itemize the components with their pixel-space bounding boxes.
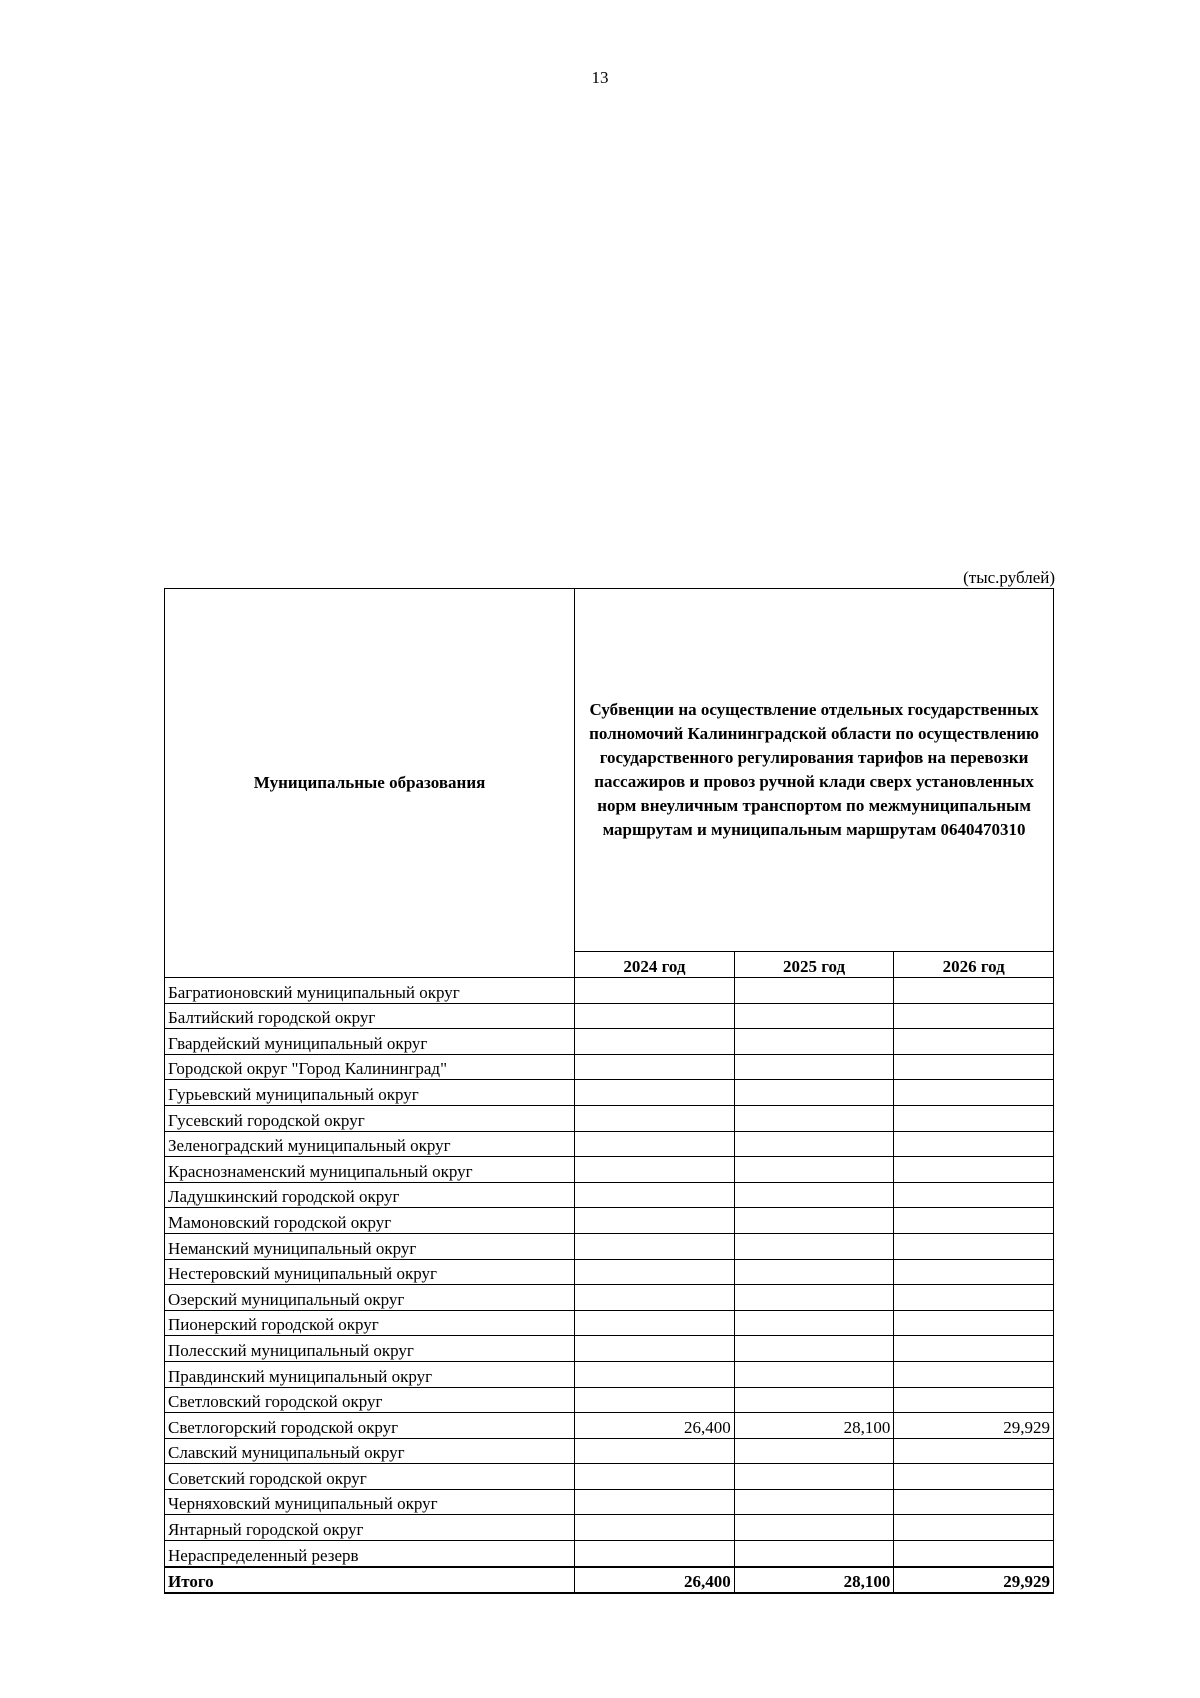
municipality-name: Багратионовский муниципальный округ (165, 978, 575, 1004)
municipality-name: Краснознаменский муниципальный округ (165, 1157, 575, 1183)
header-subvention: Субвенции на осуществление отдельных государственных полномочий Калининградской области по осуществлению государственного регулирования тарифов на перевозки пассажиров и провоз ручной клади сверх установленных норм внеуличным транспортом по межмуниципальным маршрутам и муниципальным маршрутам 0640470310 (575, 589, 1054, 952)
value-2025 (734, 1054, 894, 1080)
table-row (165, 1310, 1054, 1336)
value-2024 (575, 1438, 735, 1464)
value-2026: 29,929 (894, 1413, 1054, 1439)
municipality-name: Полесский муниципальный округ (165, 1336, 575, 1362)
value-2025 (734, 1387, 894, 1413)
table-row (165, 1182, 1054, 1208)
value-2024 (575, 1515, 735, 1541)
value-2026 (894, 1541, 1054, 1567)
value-2025 (734, 1541, 894, 1567)
value-2026 (894, 1515, 1054, 1541)
value-2025 (734, 1515, 894, 1541)
table-row (165, 1541, 1054, 1567)
table-row (165, 1489, 1054, 1515)
municipality-name: Светловский городской округ (165, 1387, 575, 1413)
value-2025 (734, 1105, 894, 1131)
value-2025 (734, 1208, 894, 1234)
value-2025 (734, 1489, 894, 1515)
table-row (165, 1105, 1054, 1131)
table-row (165, 1003, 1054, 1029)
value-2024 (575, 1105, 735, 1131)
total-2026: 29,929 (894, 1567, 1054, 1594)
table-row (165, 1208, 1054, 1234)
municipality-name: Нестеровский муниципальный округ (165, 1259, 575, 1285)
municipality-name: Правдинский муниципальный округ (165, 1361, 575, 1387)
table-row (165, 1464, 1054, 1490)
table-row (165, 1413, 1054, 1439)
value-2024 (575, 1003, 735, 1029)
municipality-name: Янтарный городской округ (165, 1515, 575, 1541)
value-2025 (734, 1131, 894, 1157)
municipality-name: Гурьевский муниципальный округ (165, 1080, 575, 1106)
value-2026 (894, 1105, 1054, 1131)
municipality-name: Озерский муниципальный округ (165, 1285, 575, 1311)
total-row (165, 1567, 1054, 1594)
page-number: 13 (591, 68, 609, 87)
value-2025: 28,100 (734, 1413, 894, 1439)
table-row (165, 1515, 1054, 1541)
unit-label: (тыс.рублей) (963, 568, 1055, 587)
table-row (165, 1336, 1054, 1362)
municipality-name: Балтийский городской округ (165, 1003, 575, 1029)
value-2024 (575, 1080, 735, 1106)
value-2024 (575, 1259, 735, 1285)
table-row (165, 1233, 1054, 1259)
total-label: Итого (165, 1567, 575, 1594)
table-row (165, 1438, 1054, 1464)
header-year-2024: 2024 год (575, 952, 735, 978)
value-2024 (575, 1464, 735, 1490)
value-2025 (734, 1029, 894, 1055)
value-2026 (894, 1003, 1054, 1029)
value-2026 (894, 1182, 1054, 1208)
value-2024 (575, 1131, 735, 1157)
table-row (165, 1259, 1054, 1285)
value-2026 (894, 1438, 1054, 1464)
value-2026 (894, 1029, 1054, 1055)
value-2026 (894, 1387, 1054, 1413)
municipality-name: Неманский муниципальный округ (165, 1233, 575, 1259)
value-2025 (734, 1233, 894, 1259)
value-2025 (734, 1259, 894, 1285)
value-2026 (894, 1336, 1054, 1362)
municipality-name: Пионерский городской округ (165, 1310, 575, 1336)
value-2024 (575, 1285, 735, 1311)
value-2026 (894, 1361, 1054, 1387)
table-row (165, 1157, 1054, 1183)
table-row (165, 978, 1054, 1004)
value-2025 (734, 1361, 894, 1387)
value-2026 (894, 1131, 1054, 1157)
value-2024: 26,400 (575, 1413, 735, 1439)
value-2024 (575, 1208, 735, 1234)
table-row (165, 1029, 1054, 1055)
value-2024 (575, 1489, 735, 1515)
value-2025 (734, 1080, 894, 1106)
value-2025 (734, 1003, 894, 1029)
municipality-name: Славский муниципальный округ (165, 1438, 575, 1464)
value-2026 (894, 1464, 1054, 1490)
value-2025 (734, 1157, 894, 1183)
value-2024 (575, 1157, 735, 1183)
value-2024 (575, 1233, 735, 1259)
value-2024 (575, 1387, 735, 1413)
municipality-name: Мамоновский городской округ (165, 1208, 575, 1234)
table-row (165, 1131, 1054, 1157)
value-2024 (575, 978, 735, 1004)
municipality-name: Нераспределенный резерв (165, 1541, 575, 1567)
value-2024 (575, 1336, 735, 1362)
value-2026 (894, 1233, 1054, 1259)
value-2026 (894, 978, 1054, 1004)
value-2024 (575, 1029, 735, 1055)
municipality-name: Городской округ "Город Калининград" (165, 1054, 575, 1080)
value-2024 (575, 1541, 735, 1567)
value-2024 (575, 1182, 735, 1208)
municipality-name: Советский городской округ (165, 1464, 575, 1490)
subvention-table (164, 588, 1054, 1594)
value-2026 (894, 1259, 1054, 1285)
header-municipalities: Муниципальные образования (165, 589, 575, 978)
value-2026 (894, 1157, 1054, 1183)
municipality-name: Ладушкинский городской округ (165, 1182, 575, 1208)
value-2025 (734, 1285, 894, 1311)
value-2025 (734, 978, 894, 1004)
value-2024 (575, 1054, 735, 1080)
value-2024 (575, 1310, 735, 1336)
value-2026 (894, 1285, 1054, 1311)
municipality-name: Светлогорский городской округ (165, 1413, 575, 1439)
value-2025 (734, 1464, 894, 1490)
value-2026 (894, 1208, 1054, 1234)
table-row (165, 1387, 1054, 1413)
municipality-name: Гвардейский муниципальный округ (165, 1029, 575, 1055)
total-2025: 28,100 (734, 1567, 894, 1594)
municipality-name: Гусевский городской округ (165, 1105, 575, 1131)
value-2024 (575, 1361, 735, 1387)
value-2025 (734, 1182, 894, 1208)
table-row (165, 1080, 1054, 1106)
value-2026 (894, 1080, 1054, 1106)
municipality-name: Зеленоградский муниципальный округ (165, 1131, 575, 1157)
table-row (165, 1361, 1054, 1387)
table-row (165, 1285, 1054, 1311)
value-2025 (734, 1438, 894, 1464)
total-2024: 26,400 (575, 1567, 735, 1594)
table-row (165, 1054, 1054, 1080)
header-year-2026: 2026 год (894, 952, 1054, 978)
header-year-2025: 2025 год (734, 952, 894, 978)
value-2025 (734, 1310, 894, 1336)
municipality-name: Черняховский муниципальный округ (165, 1489, 575, 1515)
value-2025 (734, 1336, 894, 1362)
value-2026 (894, 1054, 1054, 1080)
value-2026 (894, 1310, 1054, 1336)
value-2026 (894, 1489, 1054, 1515)
